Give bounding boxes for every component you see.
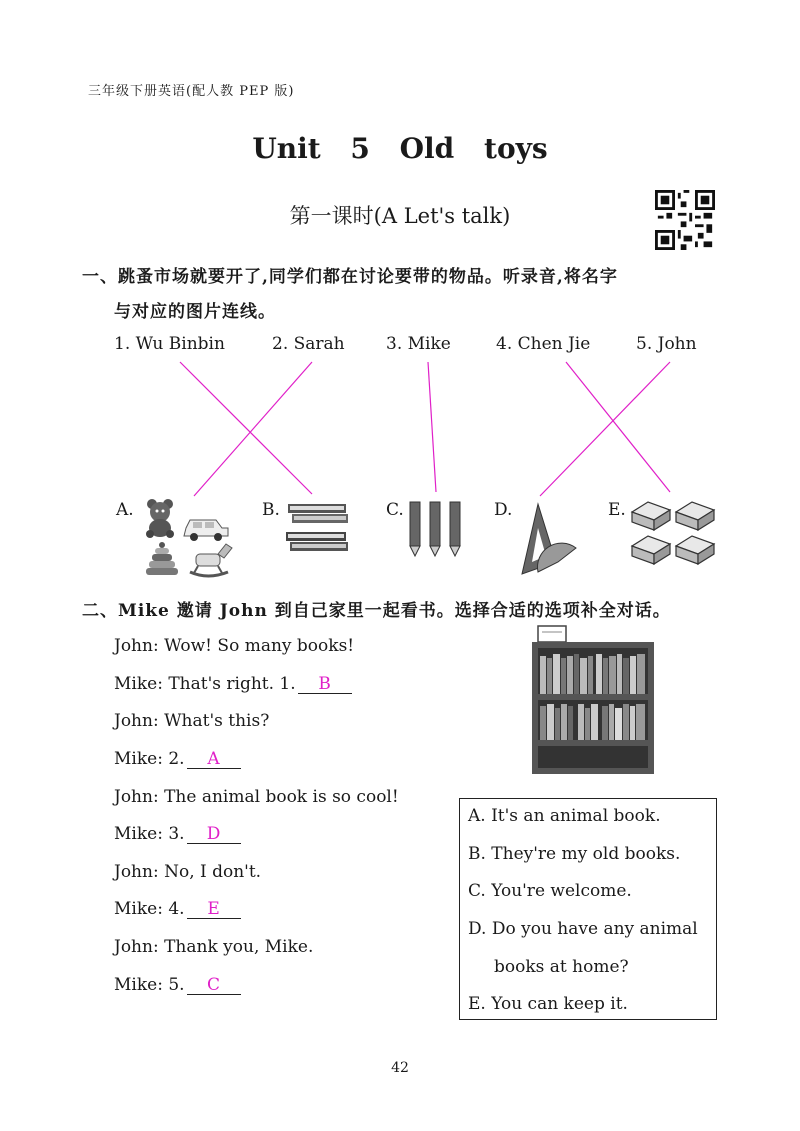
option-c: C. You're welcome.	[468, 881, 632, 901]
books-picture	[284, 498, 354, 558]
match-line-chenjie-e	[566, 362, 670, 492]
dialogue-line-10: Mike: 5. C	[114, 975, 241, 995]
label-a: A.	[116, 500, 134, 520]
pencil-icon	[410, 502, 460, 556]
option-d-continued: books at home?	[494, 957, 629, 977]
page-number: 42	[391, 1060, 409, 1076]
dialogue-line-8: Mike: 4. E	[114, 899, 241, 919]
bookshelf-picture	[530, 624, 658, 776]
match-line-john-d	[540, 362, 670, 496]
option-a: A. It's an animal book.	[468, 806, 661, 826]
eraser-icon	[632, 502, 714, 564]
lesson-title: 第一课时(A Let's talk)	[289, 204, 511, 228]
label-c: C.	[386, 500, 404, 520]
name-john: 5. John	[636, 334, 697, 354]
unit-title: Unit 5 Old toys	[252, 132, 548, 165]
answer-blank-4[interactable]: E	[187, 900, 241, 919]
option-b: B. They're my old books.	[468, 844, 681, 864]
ruler-set-picture	[516, 500, 580, 578]
question-1-instruction-line2: 与对应的图片连线。	[114, 302, 276, 322]
option-e: E. You can keep it.	[468, 994, 628, 1014]
pencils-picture	[408, 500, 464, 558]
name-sarah: 2. Sarah	[272, 334, 345, 354]
name-chen-jie: 4. Chen Jie	[496, 334, 591, 354]
dialogue-line-5: John: The animal book is so cool!	[114, 787, 399, 807]
dialogue-line-4: Mike: 2. A	[114, 749, 241, 769]
toys-picture	[138, 496, 238, 578]
dialogue-line-2: Mike: That's right. 1. B	[114, 674, 352, 694]
label-b: B.	[262, 500, 280, 520]
label-d: D.	[494, 500, 513, 520]
rocking-horse-icon	[190, 544, 232, 576]
dialogue-line-6: Mike: 3. D	[114, 824, 241, 844]
teddy-bear-icon	[146, 499, 174, 538]
label-e: E.	[608, 500, 626, 520]
book-header: 三年级下册英语(配人教 PEP 版)	[88, 84, 295, 99]
name-mike: 3. Mike	[386, 334, 451, 354]
stacking-rings-icon	[146, 542, 178, 575]
answer-blank-3[interactable]: D	[187, 825, 241, 844]
answer-blank-2[interactable]: A	[187, 750, 241, 769]
answer-blank-5[interactable]: C	[187, 976, 241, 995]
dialogue-line-7: John: No, I don't.	[114, 862, 262, 882]
erasers-picture	[628, 498, 720, 572]
book-stack-icon	[286, 504, 348, 551]
options-box	[459, 798, 717, 1020]
toy-car-icon	[184, 520, 228, 541]
match-line-wubinbin-b	[180, 362, 312, 494]
dialogue-line-3: John: What's this?	[114, 711, 270, 731]
question-1-instruction-line1: 一、跳蚤市场就要开了,同学们都在讨论要带的物品。听录音,将名字	[82, 267, 618, 287]
dialogue-line-9: John: Thank you, Mike.	[114, 937, 314, 957]
answer-blank-1[interactable]: B	[298, 675, 352, 694]
dialogue-line-1: John: Wow! So many books!	[114, 636, 355, 656]
option-d: D. Do you have any animal	[468, 919, 698, 939]
match-line-mike-c	[428, 362, 436, 492]
question-2-instruction: 二、Mike 邀请 John 到自己家里一起看书。选择合适的选项补全对话。	[82, 601, 671, 621]
name-wu-binbin: 1. Wu Binbin	[114, 334, 225, 354]
